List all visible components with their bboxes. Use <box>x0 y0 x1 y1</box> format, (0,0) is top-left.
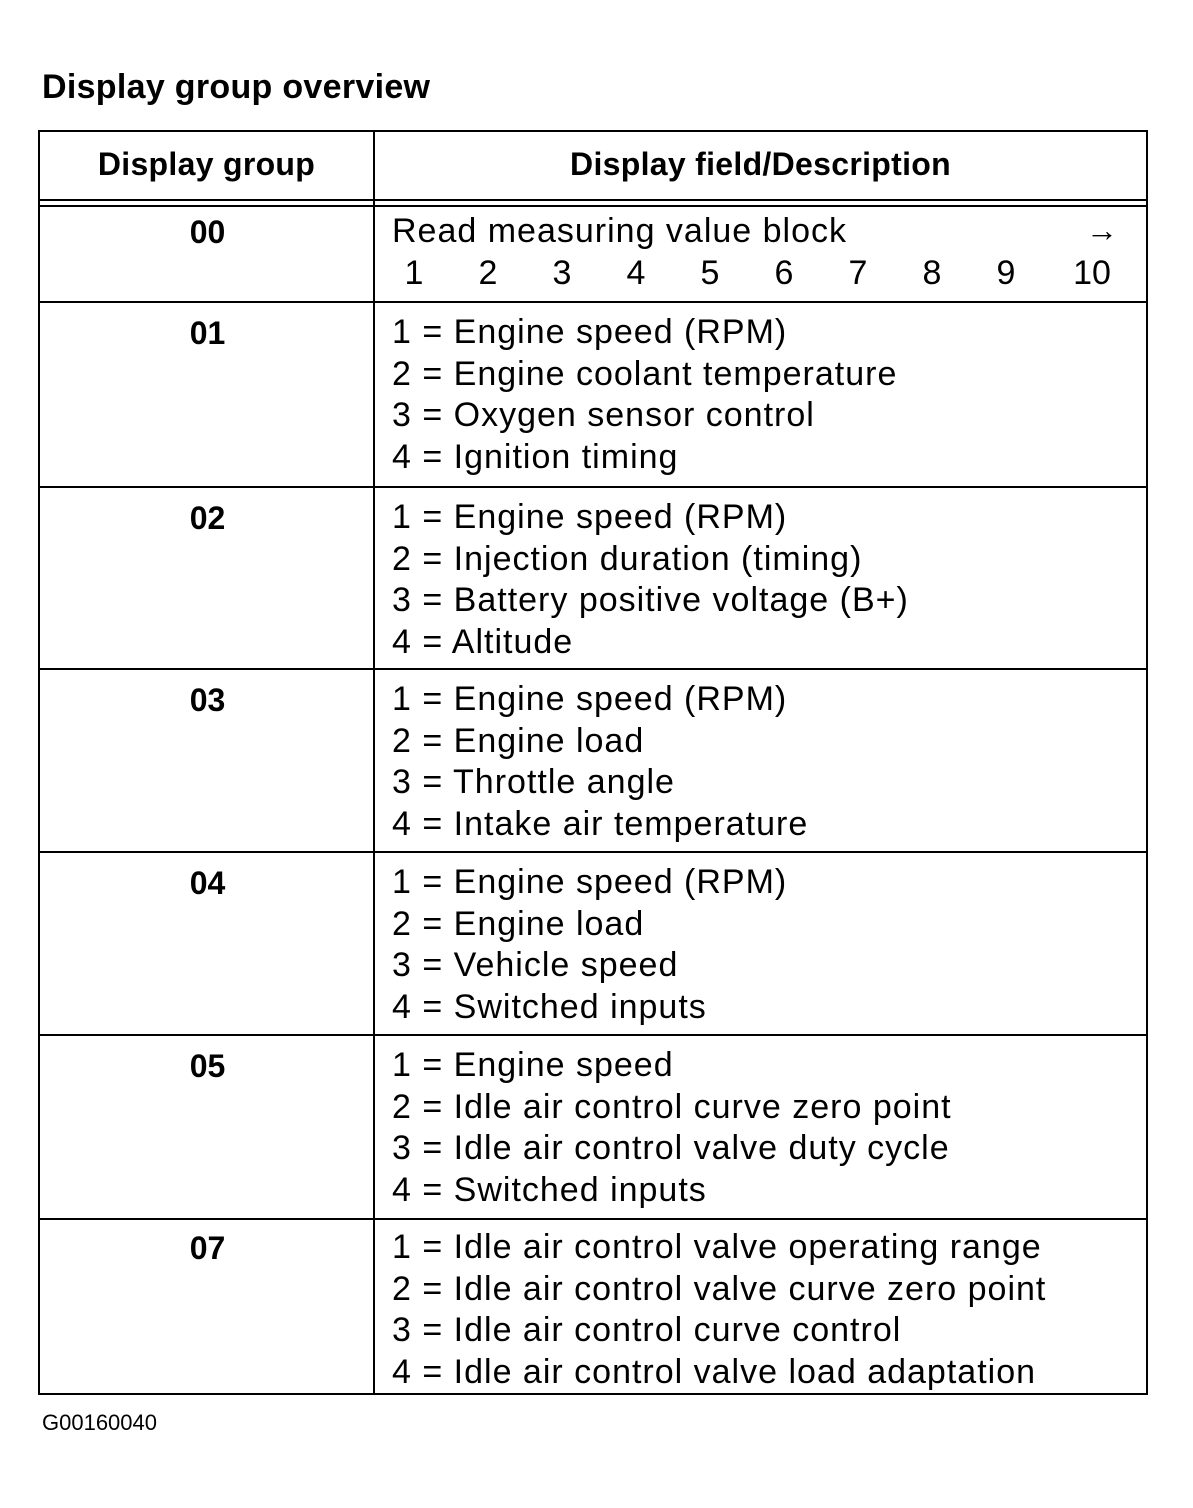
description-line: 2 = Idle air control curve zero point <box>392 1087 952 1126</box>
description-line: 4 = Altitude <box>392 622 574 661</box>
description-line: 3 = Vehicle speed <box>392 946 679 984</box>
group-code-05: 05 <box>189 1048 226 1084</box>
header-display-group: Display group <box>97 146 316 182</box>
group-07-description <box>392 1227 1046 1393</box>
display-field-number: 6 <box>774 254 794 292</box>
row-divider <box>40 1034 1146 1036</box>
description-line: 2 = Engine coolant temperature <box>392 354 898 393</box>
row-divider <box>40 668 1146 670</box>
display-field-number: 10 <box>1073 254 1111 292</box>
description-line: 2 = Idle air control valve curve zero point <box>392 1269 1047 1308</box>
description-line: 4 = Switched inputs <box>392 1170 707 1209</box>
display-field-number: 3 <box>552 254 572 292</box>
display-field-number: 9 <box>996 254 1016 292</box>
group-code-02: 02 <box>189 500 226 536</box>
description-line: 2 = Engine load <box>392 721 645 760</box>
description-line: 3 = Idle air control valve duty cycle <box>392 1129 950 1167</box>
figure-id: G00160040 <box>42 1410 157 1435</box>
description-line: 2 = Injection duration (timing) <box>392 539 863 578</box>
description-line: 2 = Engine load <box>392 904 645 943</box>
group-05-description <box>392 1045 952 1211</box>
row-divider <box>40 301 1146 303</box>
group-code-03: 03 <box>189 682 226 718</box>
group-01-description <box>392 312 897 478</box>
description-line: 4 = Ignition timing <box>392 437 679 476</box>
group-code-04: 04 <box>189 865 226 901</box>
group-code-00: 00 <box>189 214 226 250</box>
description-line: 3 = Battery positive voltage (B+) <box>392 581 909 619</box>
description-line: 1 = Engine speed <box>392 1046 674 1084</box>
description-line: 1 = Engine speed (RPM) <box>392 313 788 351</box>
description-line: 1 = Engine speed (RPM) <box>392 863 788 901</box>
description-line: 3 = Throttle angle <box>392 763 675 801</box>
description-line: 4 = Switched inputs <box>392 987 707 1026</box>
description-line: 1 = Engine speed (RPM) <box>392 680 788 718</box>
description-line: 3 = Oxygen sensor control <box>392 396 815 434</box>
display-field-number: 7 <box>848 254 868 292</box>
header-divider-top <box>40 199 1146 201</box>
display-field-number: 8 <box>922 254 942 292</box>
group-02-description <box>392 497 909 663</box>
read-block-title: Read measuring value block <box>392 212 848 250</box>
group-code-07: 07 <box>189 1230 226 1266</box>
display-field-number: 4 <box>626 254 646 292</box>
group-03-description <box>392 679 808 845</box>
row-divider <box>40 851 1146 853</box>
display-group-table <box>38 130 1148 1395</box>
description-line: 4 = Intake air temperature <box>392 804 809 843</box>
header-display-field-description: Display field/Description <box>570 146 951 182</box>
group-code-01: 01 <box>189 315 226 351</box>
row-divider <box>40 486 1146 488</box>
description-line: 4 = Idle air control valve load adaptation <box>392 1352 1037 1391</box>
description-line: 1 = Idle air control valve operating range <box>392 1228 1042 1266</box>
header-divider-bottom <box>40 205 1146 207</box>
display-field-number: 5 <box>700 254 720 292</box>
display-field-number: 1 <box>404 254 424 292</box>
arrow-right-icon: → <box>1086 212 1118 248</box>
description-line: 1 = Engine speed (RPM) <box>392 498 788 536</box>
display-field-number: 2 <box>478 254 498 292</box>
group-04-description <box>392 862 787 1028</box>
page-title: Display group overview <box>42 68 431 106</box>
row-divider <box>40 1218 1146 1220</box>
description-line: 3 = Idle air control curve control <box>392 1311 902 1349</box>
